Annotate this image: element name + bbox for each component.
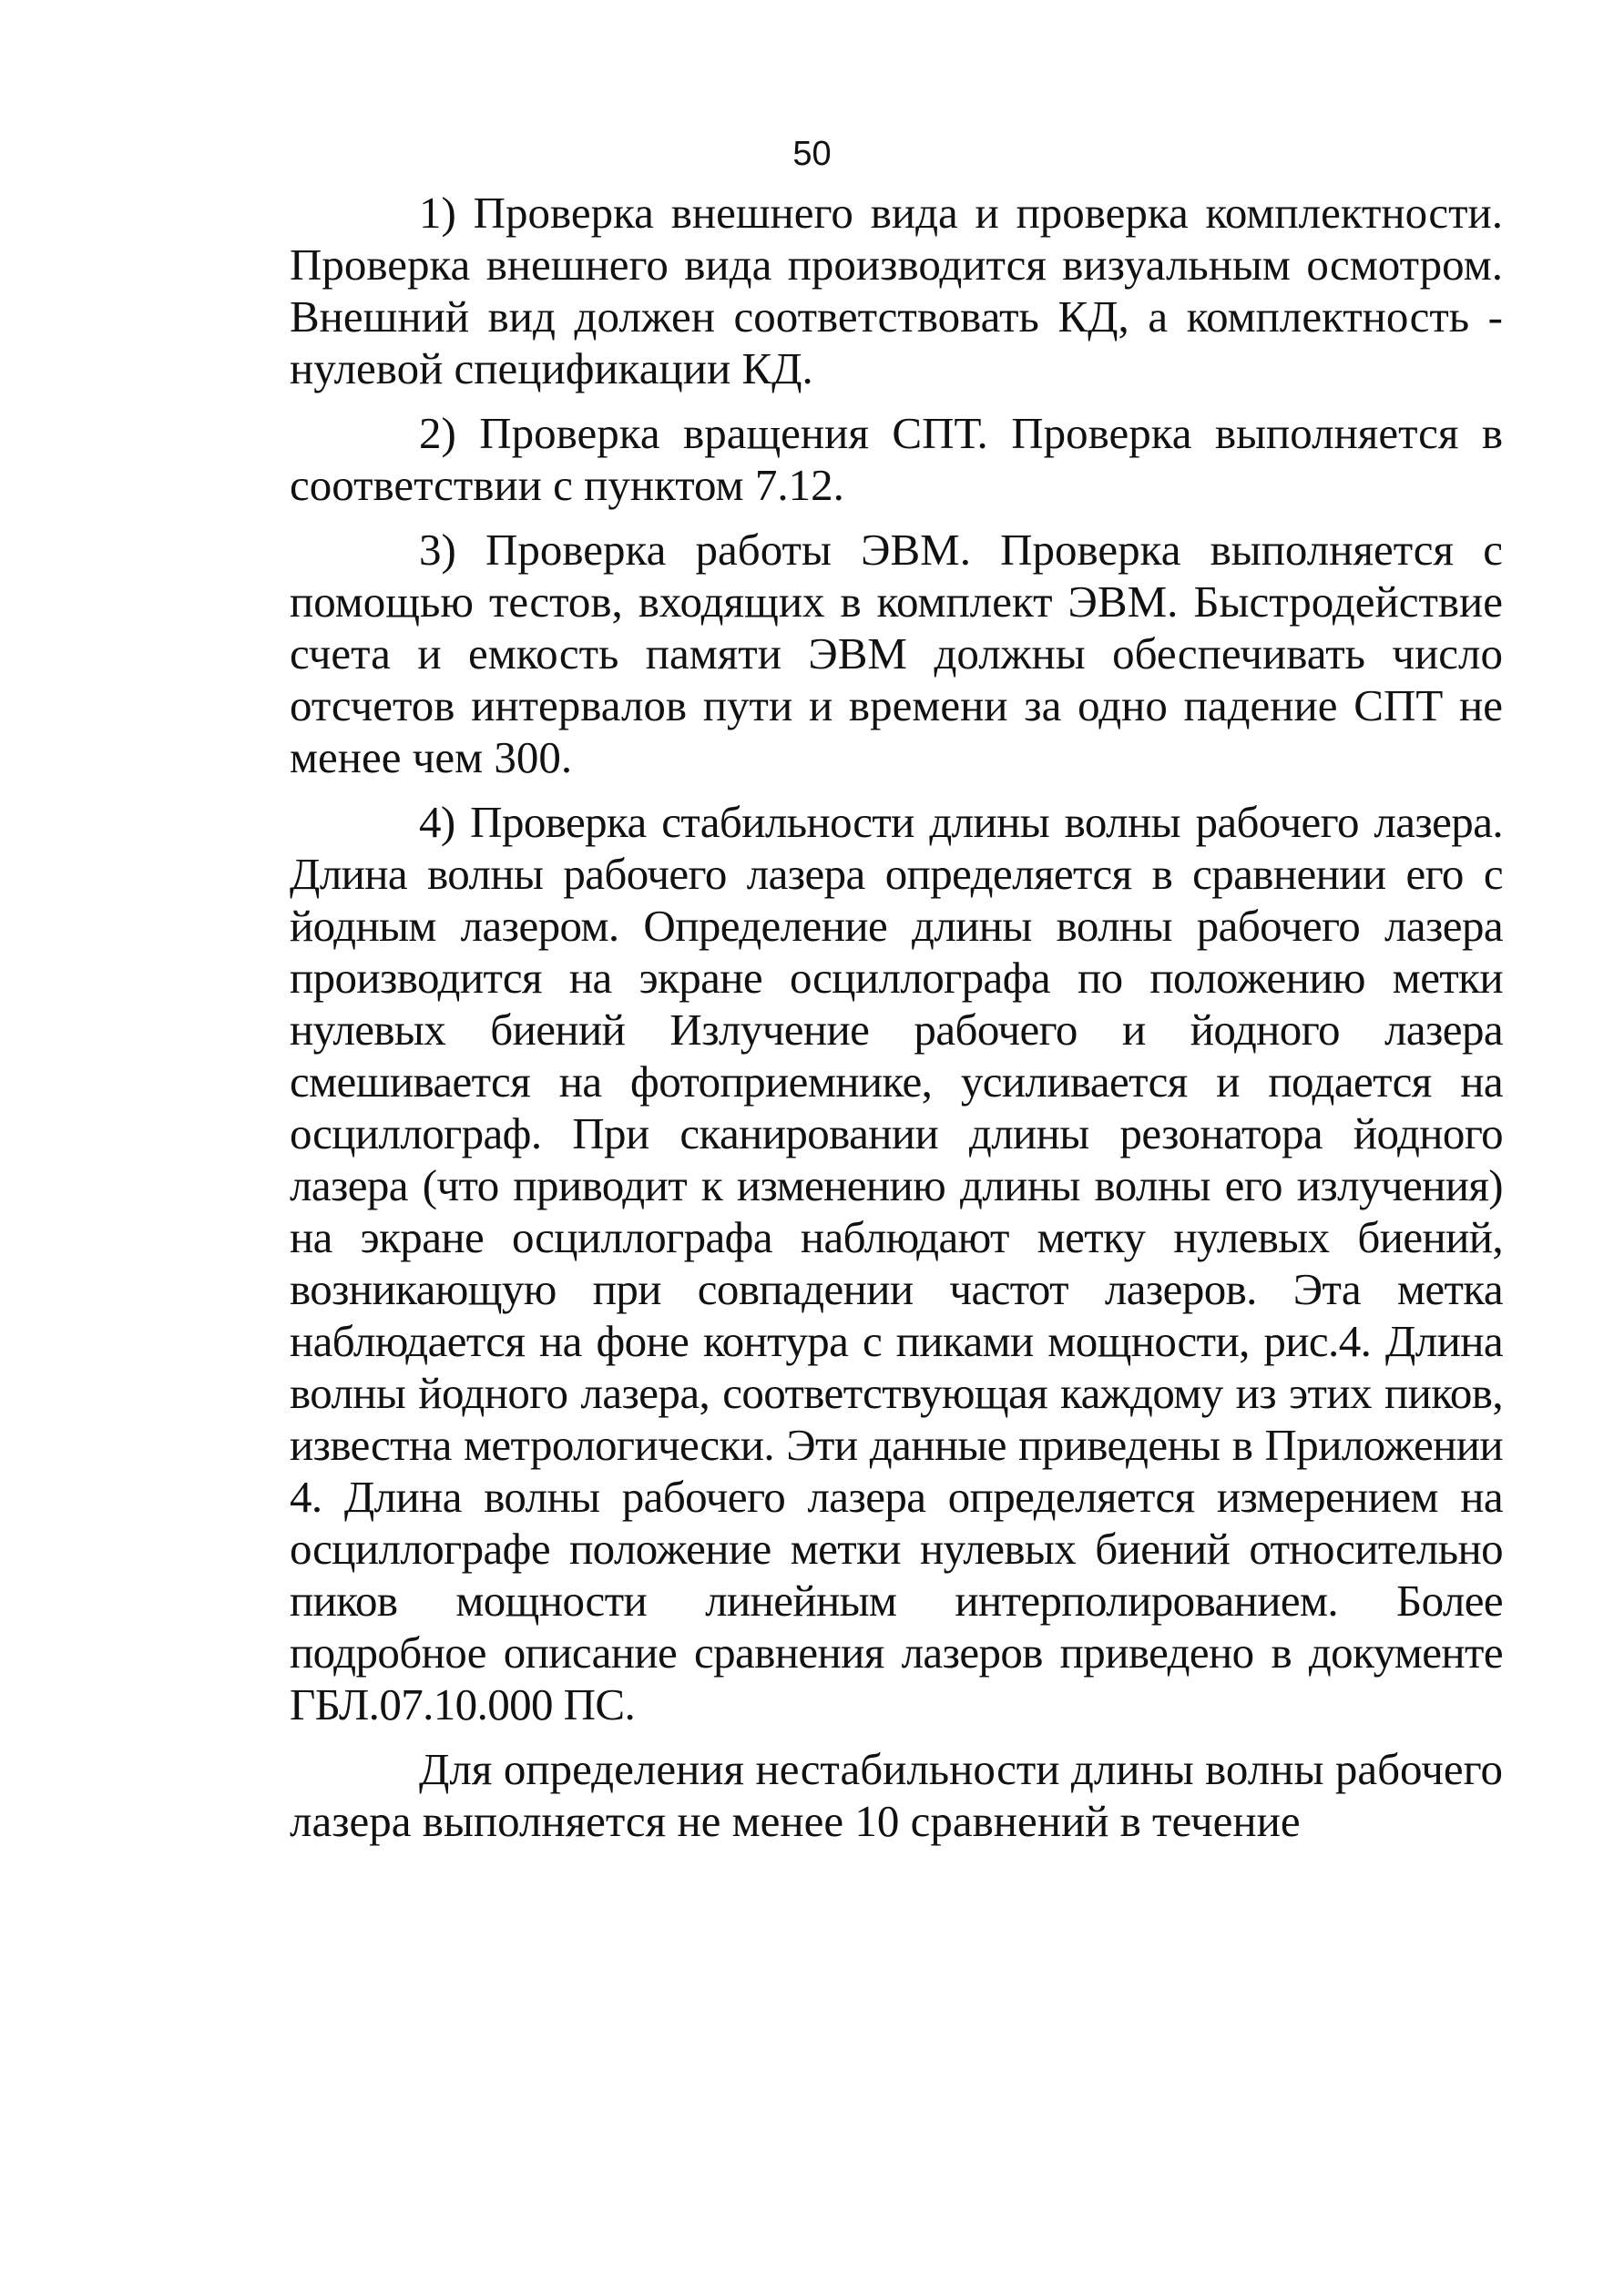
page-number: 50 [792,135,832,173]
page-body [290,187,1503,1860]
paragraph-rotation-check: 2) Проверка вращения СПТ. Проверка выполняется в соответствии с пунктом 7.12. [290,408,1503,510]
paragraph-appearance-check: 1) Проверка внешнего вида и проверка комплектности. Проверка внешнего вида производится визуальным осмотром. Внешний вид должен соответствовать КД, а комплектность - нулевой спецификации КД. [290,188,1503,393]
paragraph-computer-check: 3) Проверка работы ЭВМ. Проверка выполняется с помощью тестов, входящих в комплект ЭВМ. Быстродействие счета и емкость памяти ЭВМ должны обеспечивать число отсчетов интервалов пути и времени за одно падение СПТ не менее чем 300. [290,525,1503,782]
paragraph-instability-determination: Для определения нестабильности длины волны рабочего лазера выполняется не менее 10 сравнений в течение [290,1744,1503,1846]
paragraph-laser-stability-check: 4) Проверка стабильности длины волны рабочего лазера. Длина волны рабочего лазера определяется в сравнении его с йодным лазером. Определение длины волны рабочего лазера производится на экране осциллографа по положению метки нулевых биений Излучение рабочего и йодного лазера смешивается на фотоприемнике, усиливается и подается на осциллограф. При сканировании длины резонатора йодного лазера (что приводит к изменению длины волны его излучения) на экране осциллографа наблюдают метку нулевых биений, возникающую при совпадении частот лазеров. Эта метка наблюдается на фоне контура с пиками мощности, рис.4. Длина волны йодного лазера, соответствующая каждому из этих пиков, известна метрологически. Эти данные приведены в Приложении 4. Длина волны рабочего лазера определяется измерением на осциллографе положение метки нулевых биений относительно пиков мощности линейным интерполированием. Более подробное описание сравнения лазеров приведено в документе ГБЛ.07.10.000 ПС. [290,797,1503,1729]
